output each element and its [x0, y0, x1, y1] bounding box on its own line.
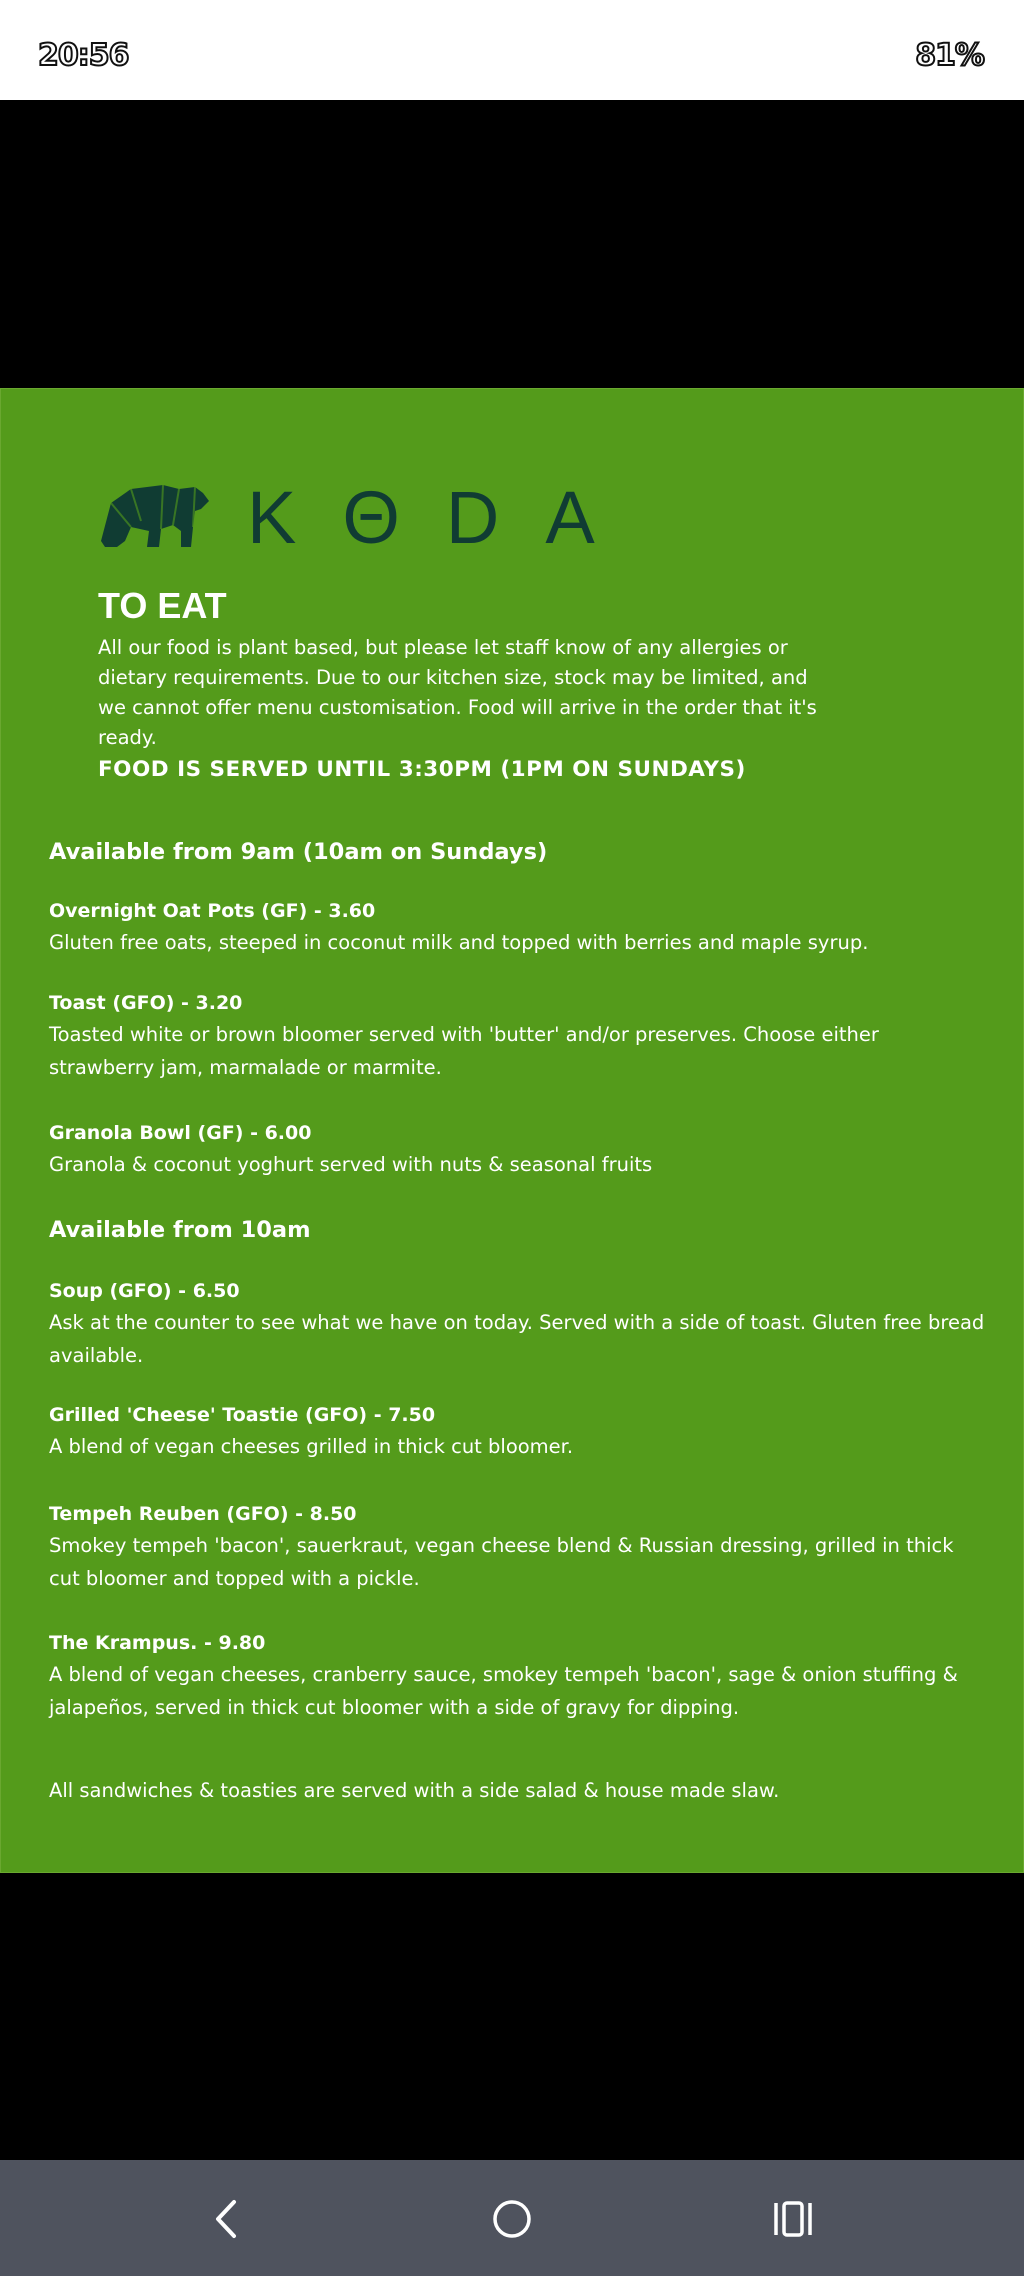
navigation-bar [0, 2160, 1024, 2276]
section-heading-9am: Available from 9am (10am on Sundays) [49, 839, 548, 865]
status-battery: 81% [915, 38, 984, 73]
item-title: Overnight Oat Pots (GF) - 3.60 [49, 900, 376, 922]
item-description: Gluten free oats, steeped in coconut milk and topped with berries and maple syrup. [49, 931, 869, 954]
item-description: Smokey tempeh 'bacon', sauerkraut, vegan cheese blend & Russian dressing, grilled in thick cut bloomer and topped with a pickle. [49, 1534, 954, 1590]
menu-image [0, 388, 1024, 1873]
brand-name: KΘDA [247, 476, 641, 559]
item-title: Granola Bowl (GF) - 6.00 [49, 1122, 312, 1144]
back-icon [192, 2184, 262, 2254]
status-time: 20:56 [38, 38, 129, 73]
menu-title: TO EAT [98, 585, 227, 626]
menu-item [49, 1275, 989, 1372]
back-button[interactable] [192, 2184, 262, 2254]
menu-item [49, 1627, 989, 1724]
intro-text: All our food is plant based, but please let staff know of any allergies or dietary requirements. Due to our kitchen size, stock may be limited, and we cannot offer menu customisation. Food will arrive in the order that it's ready. [98, 636, 817, 749]
item-description: Toasted white or brown bloomer served with 'butter' and/or preserves. Choose either strawberry jam, marmalade or marmite. [49, 1023, 879, 1079]
menu-item [49, 1399, 989, 1464]
item-title: Soup (GFO) - 6.50 [49, 1280, 240, 1302]
recents-button[interactable] [758, 2184, 828, 2254]
bear-icon [97, 481, 213, 555]
recents-icon [758, 2184, 828, 2254]
menu-item [49, 987, 989, 1084]
home-button[interactable] [477, 2184, 547, 2254]
menu-item [49, 1498, 989, 1595]
section-heading-10am: Available from 10am [49, 1217, 311, 1243]
home-icon [477, 2184, 547, 2254]
item-title: Toast (GFO) - 3.20 [49, 992, 243, 1014]
koda-logo [97, 476, 641, 561]
menu-item [49, 895, 989, 960]
footer-note: All sandwiches & toasties are served with a side salad & house made slaw. [49, 1779, 780, 1802]
item-title: Grilled 'Cheese' Toastie (GFO) - 7.50 [49, 1404, 436, 1426]
served-until: FOOD IS SERVED UNTIL 3:30PM (1PM ON SUNDAYS) [98, 757, 746, 782]
item-description: A blend of vegan cheeses grilled in thick cut bloomer. [49, 1435, 574, 1458]
item-description: Ask at the counter to see what we have on today. Served with a side of toast. Gluten free bread available. [49, 1311, 985, 1367]
status-bar [0, 0, 1024, 100]
item-title: Tempeh Reuben (GFO) - 8.50 [49, 1503, 357, 1525]
menu-item [49, 1117, 989, 1182]
item-description: Granola & coconut yoghurt served with nuts & seasonal fruits [49, 1153, 653, 1176]
item-description: A blend of vegan cheeses, cranberry sauce, smokey tempeh 'bacon', sage & onion stuffing & jalapeños, served in thick cut bloomer with a side of gravy for dipping. [49, 1663, 958, 1719]
item-title: The Krampus. - 9.80 [49, 1632, 266, 1654]
